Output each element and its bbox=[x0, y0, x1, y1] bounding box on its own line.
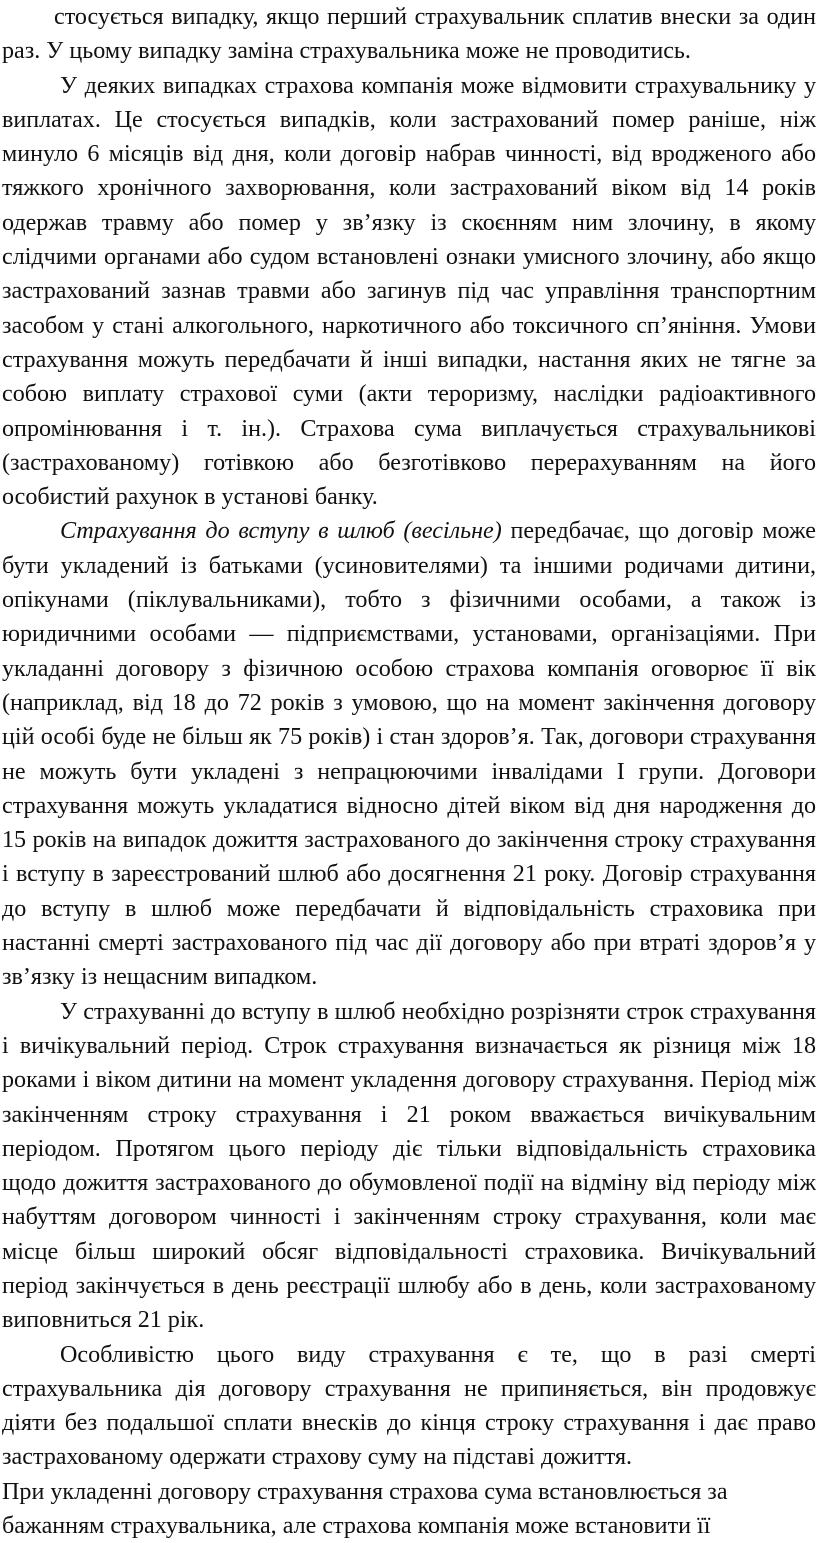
italic-term: Страхування до вступу в шлюб (весільне) bbox=[60, 518, 502, 545]
text-line: При укладенні договору страхування страхова сума встановлюється за bbox=[2, 1478, 728, 1505]
text-line: бажанням страхувальника, але страхова компанія може встановити її bbox=[2, 1513, 711, 1540]
paragraph-refusal-cases: У деяких випадках страхова компанія може відмовити страхувальнику у виплатах. Це стосується випадків, коли застрахований помер раніше, ніж минуло 6 місяців від дня, коли договір набрав чинності, від вродженого або тяжкого хронічного захворювання, коли застрахований віком від 14 років одержав травму або помер у зв’язку із скоєнням ним злочину, в якому слідчими органами або судом встановлені ознаки умисного злочину, або якщо застрахований зазнав травми або загинув під час управління транспортним засобом у стані алкогольного, наркотичного або токсичного сп’яніння. Умови страхування можуть передбачати й інші випадки, настання яких не тягне за собою виплату страхової суми (акти тероризму, наслідки радіоактивного опромінювання і т. ін.). Страхова сума виплачується страхувальникові (застрахованому) готівкою або безготівково перерахуванням на його особистий рахунок в установі банку. bbox=[2, 72, 816, 511]
paragraph-waiting-period: У страхуванні до вступу в шлюб необхідно розрізняти строк страхування і вичікувальний період. Строк страхування визначається як різниця між 18 роками і віком дитини на момент укладення договору страхування. Період між закінченням строку страхування і 21 роком вважається вичікувальним періодом. Протягом цього періоду діє тільки відповідальність страховика щодо дожиття застрахованого до обумовленої події на відміну від періоду між набуттям договором чинності і закінченням строку страхування, коли має місце більш широкий обсяг відповідальності страховика. Вичікувальний період закінчується в день реєстрації шлюбу або в день, коли застрахованому виповниться 21 рік. bbox=[2, 998, 816, 1334]
paragraph-wedding-insurance bbox=[2, 514, 816, 994]
paragraph-sum-insured bbox=[2, 1475, 816, 1543]
paragraph-body: передбачає, що договір може бути укладений із батьками (усиновителями) та іншими родичами дитини, опікунами (піклувальниками), тобто з фізичними особами, а також із юридичними особами — підприємствами, установами, організаціями. При укладанні договору з фізичною особою страхова компанія оговорює її вік (наприклад, від 18 до 72 років з умовою, що на момент закінчення договору цій особі буде не більш як 75 років) і стан здоров’я. Так, договори страхування не можуть бути укладені з непрацюючими інвалідами I групи. Договори страхування можуть укладатися відносно дітей віком від дня народження до 15 років на випадок дожиття застрахованого до закінчення строку страхування і вступу в зареєстрований шлюб або досягнення 21 року. Договір страхування до вступу в шлюб може передбачати й відповідальність страховика при настанні смерті застрахованого під час дії договору або при втраті здоров’я у зв’язку із нещасним випадком. bbox=[2, 518, 816, 991]
paragraph-continuation: стосується випадку, якщо перший страхувальник сплатив внески за один раз. У цьому випадку заміна страхувальника може не проводитись. bbox=[2, 4, 816, 65]
paragraph-feature: Особливістю цього виду страхування є те, що в разі смерті страхувальника дія договору страхування не припиняється, він продовжує діяти без подальшої сплати внесків до кінця строку страхування і дає право застрахованому одержати страхову суму на підставі дожиття. bbox=[2, 1341, 816, 1471]
